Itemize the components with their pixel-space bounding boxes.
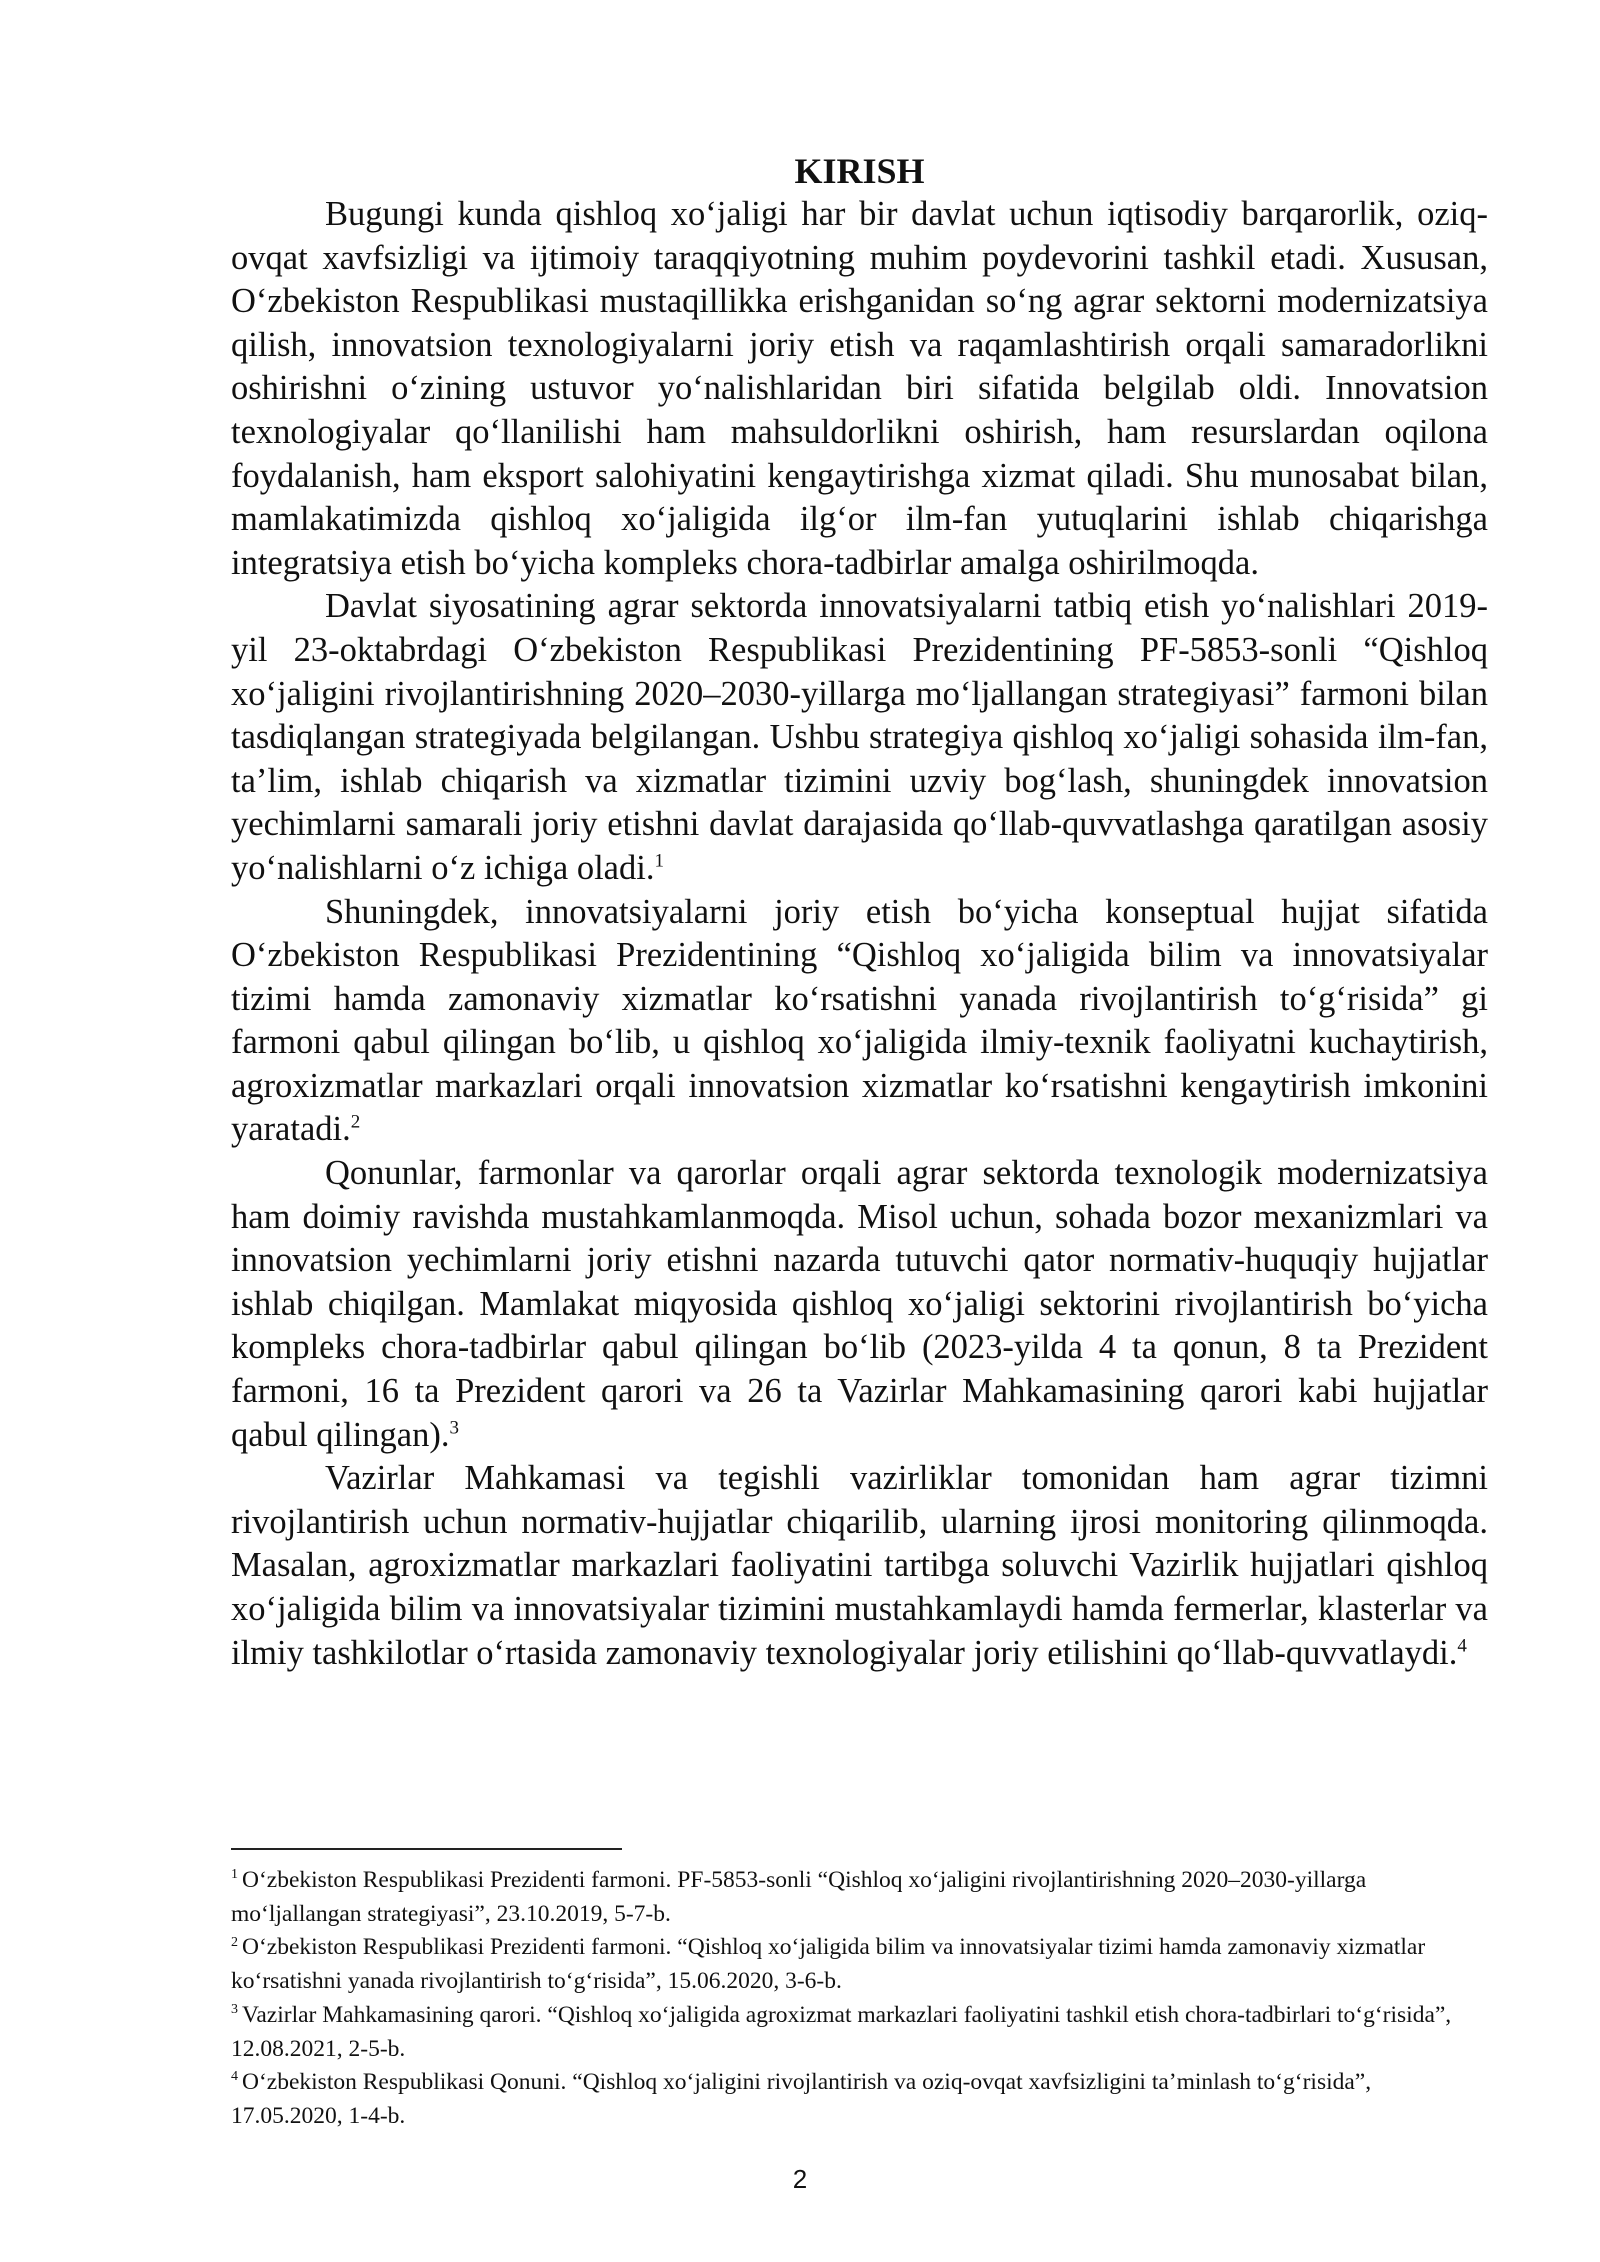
footnote-reference[interactable]: 4: [1457, 1635, 1467, 1657]
footnote-number: 3: [231, 2001, 238, 2017]
paragraph-2: [231, 585, 1488, 890]
paragraph-text: Shuningdek, innovatsiyalarni joriy etish bo‘yicha konseptual hujjat sifatida O‘zbekiston Respublikasi Prezidentining “Qishloq xo‘jaligida bilim va innovatsiyalar tizimi hamda zamonaviy xizmatlar ko‘rsatishni yanada rivojlantirish to‘g‘risida” gi farmoni qabul qilingan bo‘lib, u qishloq xo‘jaligida ilmiy-texnik faoliyatni kuchaytirish, agroxizmatlar markazlari orqali innovatsion xizmatlar ko‘rsatishni kengaytirish imkonini yaratadi.: [231, 892, 1488, 1149]
footnote-separator: [231, 1848, 622, 1850]
footnote-text: O‘zbekiston Respublikasi Prezidenti farmoni. “Qishloq xo‘jaligida bilim va innovatsiyalar tizimi hamda zamonaviy xizmatlar ko‘rsatishni yanada rivojlantirish to‘g‘risida”, 15.06.2020, 3-6-b.: [231, 1934, 1426, 1995]
footnote-text: O‘zbekiston Respublikasi Prezidenti farmoni. PF-5853-sonli “Qishloq xo‘jaligini rivojlantirishning 2020–2030-yillarga mo‘ljallangan strategiyasi”, 23.10.2019, 5-7-b.: [231, 1867, 1367, 1927]
footnote-4: [231, 2066, 1488, 2133]
paragraph-text: Qonunlar, farmonlar va qarorlar orqali agrar sektorda texnologik modernizatsiya ham doimiy ravishda mustahkamlanmoqda. Misol uchun, sohada bozor mexanizmlari va innovatsion yechimlarni joriy etishni nazarda tutuvchi qator normativ-huquqiy hujjatlar ishlab chiqilgan. Mamlakat miqyosida qishloq xo‘jaligi sektorini rivojlantirish bo‘yicha kompleks chora-tadbirlar qabul qilingan bo‘lib (2023-yilda 4 ta qonun, 8 ta Prezident farmoni, 16 ta Prezident qarori va 26 ta Vazirlar Mahkamasining qarori kabi hujjatlar qabul qilingan).: [231, 1154, 1488, 1454]
footnote-1: [231, 1864, 1488, 1931]
paragraph-5: [231, 1457, 1488, 1675]
paragraph-4: [231, 1152, 1488, 1457]
page-title: KIRISH: [794, 151, 925, 191]
footnote-reference[interactable]: 2: [350, 1111, 361, 1133]
footnote-2: [231, 1931, 1488, 1998]
footnote-3: [231, 1999, 1488, 2066]
main-text: [231, 150, 1488, 1675]
page-number: 2: [792, 2164, 808, 2194]
footnote-reference[interactable]: 3: [449, 1417, 459, 1439]
paragraph-3: [231, 891, 1488, 1153]
footnotes: [231, 1848, 1488, 2134]
footnote-number: 4: [231, 2069, 238, 2085]
footnote-number: 1: [231, 1867, 238, 1883]
footnote-text: O‘zbekiston Respublikasi Qonuni. “Qishloq xo‘jaligini rivojlantirish va oziq-ovqat xavfsizligini ta’minlash to‘g‘risida”, 17.05.2020, 1-4-b.: [231, 2069, 1372, 2129]
paragraph-text: Vazirlar Mahkamasi va tegishli vazirliklar tomonidan ham agrar tizimni rivojlantirish uchun normativ-hujjatlar chiqarilib, ularning ijrosi monitoring qilinmoqda. Masalan, agroxizmatlar markazlari faoliyatini tartibga soluvchi Vazirlik hujjatlari qishloq xo‘jaligida bilim va innovatsiyalar tizimini mustahkamlaydi hamda fermerlar, klasterlar va ilmiy tashkilotlar o‘rtasida zamonaviy texnologiyalar joriy etilishini qo‘llab-quvvatlaydi.: [231, 1459, 1488, 1672]
paragraph-text: Davlat siyosatining agrar sektorda innovatsiyalarni tatbiq etish yo‘nalishlari 2019-yil 23-oktabrdagi O‘zbekiston Respublikasi Prezidentining PF-5853-sonli “Qishloq xo‘jaligini rivojlantirishning 2020–2030-yillarga mo‘ljallangan strategiyasi” farmoni bilan tasdiqlangan strategiyada belgilangan. Ushbu strategiya qishloq xo‘jaligi sohasida ilm-fan, ta’lim, ishlab chiqarish va xizmatlar tizimini uzviy bog‘lash, shuningdek innovatsion yechimlarni samarali joriy etishni davlat darajasida qo‘llab-quvvatlashga qaratilgan asosiy yo‘nalishlarni o‘z ichiga oladi.: [231, 587, 1488, 887]
paragraph-1: [231, 193, 1488, 585]
footnote-reference[interactable]: 1: [654, 850, 664, 872]
paragraph-text: Bugungi kunda qishloq xo‘jaligi har bir davlat uchun iqtisodiy barqarorlik, oziq-ovqat xavfsizligi va ijtimoiy taraqqiyotning muhim poydevorini tashkil etadi. Xususan, O‘zbekiston Respublikasi mustaqillikka erishganidan so‘ng agrar sektorni modernizatsiya qilish, innovatsion texnologiyalarni joriy etish va raqamlashtirish orqali samaradorlikni oshirishni o‘zining ustuvor yo‘nalishlaridan biri sifatida belgilab oldi. Innovatsion texnologiyalar qo‘llanilishi ham mahsuldorlikni oshirish, ham resurslardan oqilona foydalanish, ham eksport salohiyatini kengaytirishga xizmat qiladi. Shu munosabat bilan, mamlakatimizda qishloq xo‘jaligida ilg‘or ilm-fan yutuqlarini ishlab chiqarishga integratsiya etish bo‘yicha kompleks chora-tadbirlar amalga oshirilmoqda.: [231, 195, 1488, 582]
footnote-number: 2: [231, 1934, 238, 1950]
footnote-text: Vazirlar Mahkamasining qarori. “Qishloq xo‘jaligida agroxizmat markazlari faoliyatini tashkil etish chora-tadbirlari to‘g‘risida”, 12.08.2021, 2-5-b.: [231, 2001, 1452, 2062]
